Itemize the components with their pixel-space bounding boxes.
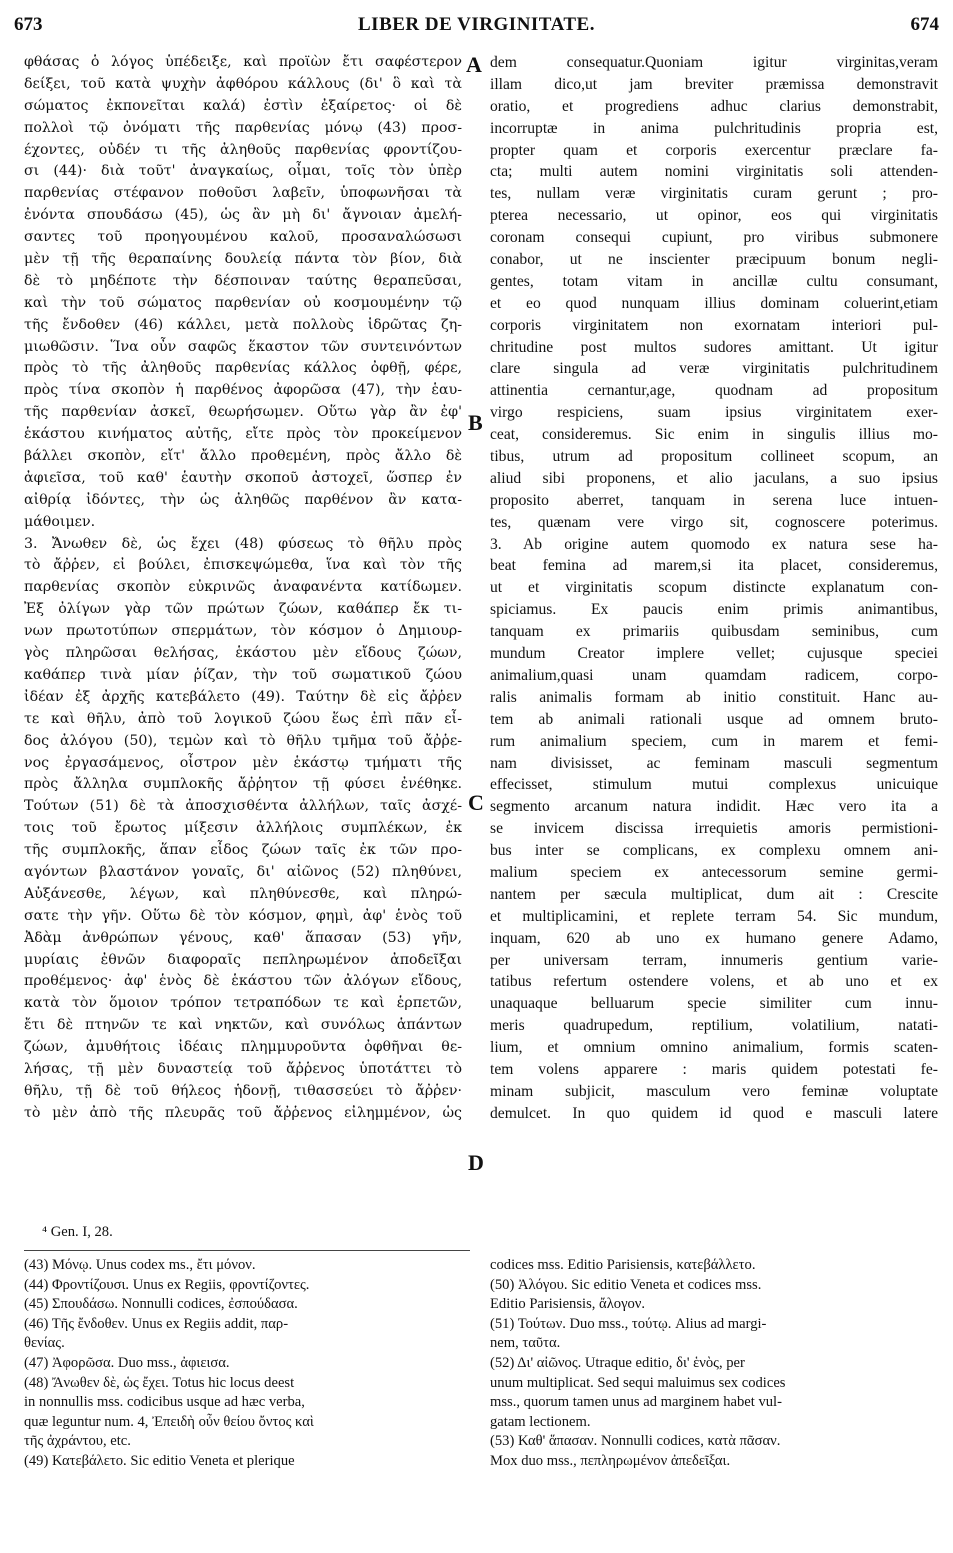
greek-text-line: Ἀδὰμ ἀνθρώπων γένους, καθ' ἅπασαν (53) γῆν, (24, 929, 462, 946)
latin-text-line: oratio, et progrediens adhuc clarius demonstrabit, (490, 97, 938, 115)
latin-text-line: rum animalium speciem, cum in marem et femi- (490, 732, 938, 750)
greek-text-line: τῆς ἔνδοθεν (46) κάλλει, μετὰ πολλοὺς ἱδρῶτας ζη- (24, 316, 462, 333)
greek-text-column (24, 52, 462, 1125)
greek-text-line: πρὸς τίνα σκοπὸν ἡ παρθένος ἀφορῶσα (47), τὴν ἑαυ- (24, 382, 462, 399)
latin-text-line: se invicem discissa irrequietis amoris permistioni- (490, 820, 938, 838)
latin-text-line: tes, quænam vere virgo sit, cognoscere poterimus. (490, 513, 938, 531)
margin-marker-c: C (468, 790, 484, 815)
latin-text-line: cta; multi autem nomini virginitatis soli attenden- (490, 163, 938, 181)
footnote-line: (53) Καθ' ἅπασαν. Nonnulli codices, κατὰ πᾶσαν. (490, 1433, 781, 1450)
latin-text-line: chritudine post multos sudores amittant. Ut igitur (490, 338, 938, 356)
greek-text-line: μὲν τῇ τῆς θεραπαίνης δουλείᾳ πάντα τὸν βίον, διὰ (24, 251, 462, 268)
latin-text-line: ut et virginitatis scopum distincte explanatum con- (490, 579, 938, 597)
greek-text-line: αἰθρίᾳ ἰδόντες, τὴν ὡς ἀληθῶς παρθένον ἂν κατα- (24, 491, 462, 508)
latin-text-line: tanquam ex primariis quibusdam seminibus, cum (490, 623, 938, 641)
greek-text-line: καὶ τὴν τοῦ σώματος παρθενίαν οὐ κοσμουμένην τῷ (24, 294, 462, 311)
footnote-line: (46) Τῆς ἔνδοθεν. Unus ex Regiis addit, παρ- (24, 1315, 289, 1332)
greek-text-line: νος ἐργασάμενος, οἶστρον μὲν ἑκάστῳ τμήματι τῆς (24, 754, 462, 771)
latin-text-line: effecisset, stimulum mutui complexus unicuique (490, 776, 938, 794)
footnote-line: (48) Ἄνωθεν δὲ, ὡς ἔχει. Totus hic locus deest (24, 1374, 295, 1391)
greek-text-line: ἐνόντα σπουδάσω (45), ὡς ἂν μὴ δι' ἄγνοιαν ἀμελή- (24, 207, 462, 224)
footnote-line: unum multiplicat. Sed sequi maluimus sex codices (490, 1374, 786, 1391)
greek-text-line: τε καὶ θῆλυ, ἀπὸ τοῦ λογικοῦ ζώου ἕως ἐπὶ πᾶν εἶ- (24, 710, 462, 727)
greek-text-line: σαντες τοῦ προηγουμένου καλοῦ, προσαναλώσωσι (24, 229, 462, 246)
latin-text-line: 3. Ab origine autem quomodo ex natura sese ha- (490, 535, 938, 553)
latin-text-line: ceat, consideremus. Sic enim in singulis illius mo- (490, 426, 938, 444)
latin-text-line: meris quadrupedum, reptilium, volatilium, natati- (490, 1017, 938, 1035)
latin-text-line: ralis animalis formam ab initio constituit. Hanc au- (490, 688, 938, 706)
page-number-left: 673 (14, 14, 43, 35)
greek-text-line: Αὐξάνεσθε, λέγων, καὶ πληθύνεσθε, καὶ πληρώ- (24, 885, 462, 902)
footnote-line: (50) Ἀλόγου. Sic editio Veneta et codices mss. (490, 1276, 762, 1293)
greek-text-line: γὸς πληρῶσαι θελήσας, ἑκάστου μὲν εἴδους ζώων, (24, 645, 462, 662)
latin-text-line: segmento arcanum natura indidit. Hæc vero ita a (490, 798, 938, 816)
greek-text-line: καθάπερ τινὰ μίαν ῥίζαν, τὴν τοῦ σωματικοῦ ζώου (24, 666, 462, 683)
greek-text-line: έχοντες, οὐδέν τι τῆς ἀληθοῦς παρθενίας φροντίζου- (24, 141, 462, 158)
latin-text-line: coronam consequi cupiunt, pro viribus submonere (490, 229, 938, 247)
greek-text-line: νων πρωτοτύπων σπερμάτων, τὸν κόσμον ὁ Δημιουρ- (24, 623, 462, 640)
footnote-line: (43) Μόνῳ. Unus codex ms., ἔτι μόνον. (24, 1257, 256, 1273)
greek-text-line: σώματος ἐκπονεῖται καλά) ἐστὶν ἐξαίρετος· οἱ δὲ (24, 97, 462, 114)
greek-text-line: ἀφιεῖσα, τοῦ καθ' ἑαυτὴν σκοποῦ ἀστοχεῖ, ὥσπερ ἐν (24, 469, 462, 486)
latin-text-line: aliud sibi proponens, et alio jaculans, a suo ipsius (490, 469, 938, 487)
margin-marker-a: A (466, 52, 482, 77)
greek-text-line: ἔτι δὲ πτηνῶν τε καὶ νηκτῶν, καὶ συνόλως ἁπάντων (24, 1017, 462, 1034)
footnotes-left (24, 1256, 470, 1472)
greek-text-line: προθέμενος· ἀφ' ἑνὸς δὲ ἑκάστου τῶν ἀλόγων εἴδους, (24, 973, 462, 990)
latin-text-line: nam divisisset, ac feminam masculi segmentum (490, 754, 938, 772)
footnote-line: θενίας. (24, 1335, 65, 1352)
latin-text-line: clare singula ad veræ virginitatis pulchritudinem (490, 360, 938, 378)
latin-text-line: beat femina ad marem,si ita placet, consideremus, (490, 557, 938, 575)
footnote-line: (47) Ἀφορῶσα. Duo mss., ἀφιεισα. (24, 1354, 230, 1371)
footnote-line: mss., quorum tamen unus ad marginem habet vul- (490, 1394, 782, 1411)
running-title: LIBER DE VIRGINITATE. (358, 14, 595, 35)
greek-text-line: παρθενίας στέφανον ποθοῦσι λαβεῖν, ὑποφωνῆσαι τὰ (24, 185, 462, 202)
footnote-line: (49) Κατεβάλετο. Sic editio Veneta et plerique (24, 1452, 295, 1469)
greek-text-line: πρὸς ἄλληλα συμπλοκῆς ἄῤῥητον τῇ φύσει ἐνέθηκε. (24, 776, 462, 793)
greek-text-line: δὲ τὸ μηδέποτε τὴν δέσποιναν ταύτης θεραπεῦσαι, (24, 272, 462, 289)
latin-text-line: demulcet. In quo quidem id quod e masculi latere (490, 1104, 938, 1122)
latin-text-line: inquam, 620 ab uno ex humano genere Adamo, (490, 929, 938, 947)
footnote-divider (24, 1250, 470, 1251)
greek-text-line: μιωθῶσιν. Ἵνα οὖν σαφῶς ἕκαστον τῶν συντεινόντων (24, 338, 462, 355)
latin-text-line: lium, et omnium omnino animalium, formis scaten- (490, 1039, 938, 1057)
latin-text-line: tem ab animali rationali usque ad omnem bruto- (490, 710, 938, 728)
latin-text-line: bus inter se complicans, ex complexu omnem ani- (490, 842, 938, 860)
latin-text-line: unaquaque belluarum specie similiter cum innu- (490, 995, 938, 1013)
footnote-line: in nonnullis mss. codicibus usque ad hæc verba, (24, 1394, 305, 1411)
latin-text-line: tem volens apparere : maris quidem potestati fe- (490, 1060, 938, 1078)
margin-marker-b: B (468, 410, 483, 435)
latin-text-line: per universam terram, innumeris gentium varie- (490, 951, 938, 969)
latin-text-line: dem consequatur.Quoniam igitur virginitas,veram (490, 54, 938, 71)
footnote-line: codices mss. Editio Parisiensis, κατεβάλλετο. (490, 1257, 756, 1273)
footnote-line: τῆς ἀχράντου, etc. (24, 1433, 131, 1450)
greek-text-line: τὸ ἄῤῥεν, εἰ βούλει, ἐπισκεψώμεθα, ἵνα καὶ τὸν τῆς (24, 557, 462, 574)
greek-text-line: κατὰ τὸν ὅμοιον τρόπον τετραπόδων τε καὶ ἑρπετῶν, (24, 995, 462, 1012)
latin-text-column (490, 52, 938, 1125)
greek-text-line: ἑκάστου κινήματος αὐτῆς, εἴτε πρὸς τὸν προκείμενον (24, 426, 462, 443)
footnote-line: (45) Σπουδάσω. Nonnulli codices, ἐσπούδασα. (24, 1296, 298, 1313)
latin-text-line: corporis virginitatem non exornatam interiori pul- (490, 316, 938, 334)
footnote-line: Editio Parisiensis, ἄλογον. (490, 1296, 646, 1313)
greek-text-line: δείξει, τοῦ κατὰ ψυχὴν ἀφθόρου κάλλους (δι' ὃ καὶ τὰ (24, 75, 462, 92)
greek-text-line: βάλλει σκοπὸν, εἴτ' ἄλλο προθεμένη, πρὸς ἄλλο δὲ (24, 448, 462, 465)
greek-text-line: τοις τοῦ ἔρωτος μίξεσιν ἀλλήλοις συμπλέκων, ἐκ (24, 820, 462, 837)
greek-text-line: πολλοὶ τῷ ὀνόματι τῆς παρθενίας μόνῳ (43) προσ- (24, 119, 462, 136)
latin-text-line: et eo quod nunquam illius dominam coluerint,etiam (490, 294, 938, 312)
greek-text-line: Τούτων (51) δὲ τὰ ἀποσχισθέντα ἀλλήλων, ταῖς ἀσχέ- (24, 798, 462, 815)
greek-text-line: δος ἀλόγου (50), τεμὼν καὶ τὸ θῆλυ τμῆμα τοῦ ἄῤῥε- (24, 732, 462, 749)
greek-text-line: ἰδέαν ἐξ ἀρχῆς κατεβάλετο (49). Ταύτην δὲ εἰς ἄῤῥεν (24, 688, 462, 705)
latin-text-line: animalium,quasi unam quamdam radicem, corpo- (490, 666, 938, 684)
footnote-line: quæ leguntur num. 4, Ἐπειδὴ οὖν θείου ὄντος καὶ (24, 1413, 314, 1430)
greek-text-line: 3. Ἄνωθεν δὲ, ὡς ἔχει (48) φύσεως τὸ θῆλυ πρὸς (24, 535, 462, 552)
greek-text-line: τῆς παρθενίαν ἀσκεῖ, θεωρήσωμεν. Οὕτω γὰρ ἂν ἐφ' (24, 404, 462, 421)
greek-text-line: σατε τὴν γῆν. Οὕτω δὲ τὸν κόσμον, φημὶ, ἀφ' ἑνὸς τοῦ (24, 907, 462, 924)
footnote-line: (51) Τούτων. Duo mss., τούτῳ. Alius ad margi- (490, 1315, 767, 1332)
greek-text-line: τὸ μὲν ἀπὸ τῆς πλευρᾶς τοῦ ἄῤῥενος εἰλημμένον, ὡς (24, 1104, 462, 1121)
greek-text-line: τῆς συμπλοκῆς, ἅπαν εἶδος ζώων ταῖς ἐκ τῶν προ- (24, 842, 462, 859)
latin-text-line: proposito aberret, tanquam in serena luce intuen- (490, 491, 938, 509)
latin-text-line: tatibus refertum ostendere volens, et ab uno et ex (490, 973, 938, 991)
greek-text-line: φθάσας ὁ λόγος ὑπέδειξε, καὶ προϊὼν ἔτι σαφέστερον (24, 54, 462, 70)
latin-text-line: incorruptæ in anima pulchritudinis propria est, (490, 119, 938, 137)
footnote-line: (44) Φροντίζουσι. Unus ex Regiis, φροντίζοντες. (24, 1276, 310, 1293)
latin-text-line: gentes, totam vitam in ancillæ cultu consumant, (490, 272, 938, 290)
footnotes-right (490, 1256, 938, 1472)
latin-text-line: virgo respiciens, suam ipsius virginitatem exer- (490, 404, 938, 422)
scripture-reference: ⁴ Gen. I, 28. (42, 1224, 113, 1240)
greek-text-line: Ἐξ ὀλίγων γὰρ τῶν πρώτων ζώων, καθάπερ ἔκ τι- (24, 601, 462, 618)
page-number-right: 674 (910, 14, 939, 35)
latin-text-line: tes, nullam veræ virginitatis curam gerunt ; pro- (490, 185, 938, 203)
latin-text-line: et multiplicamini, et replete terram 54. Sic mundum, (490, 907, 938, 925)
latin-text-line: minam subjicit, masculum vero feminæ voluptate (490, 1082, 938, 1100)
greek-text-line: μυρίαις ἐθνῶν διαφοραῖς πεπληρωμένον ἀποδεῖξαι (24, 951, 462, 968)
latin-text-line: tibus, utrum ad propositum collineet scopum, an (490, 448, 938, 466)
footnote-line: (52) Δι' αἰῶνος. Utraque editio, δι' ἑνὸς, per (490, 1354, 745, 1371)
latin-text-line: attinentia cernantur,age, quodnam ad propositum (490, 382, 938, 400)
latin-text-line: malium speciem ex antecessorum semine germi- (490, 863, 938, 881)
latin-text-line: spiciamus. Ex paucis enim primis animantibus, (490, 601, 938, 619)
page-header (14, 14, 939, 42)
greek-text-line: σι (44)· διὰ τοῦτ' ἀναγκαίως, οἶμαι, τοῖς τὸν ὑπὲρ (24, 163, 462, 180)
greek-text-line: λήσας, τῇ μὲν δυναστείᾳ τοῦ ἄῤῥενος ὑποτάττει τὸ (24, 1060, 462, 1077)
greek-text-line: αγόντων βλαστάνον γοναῖς, δι' αἰῶνος (52) πληθύνει, (24, 863, 462, 880)
latin-text-line: propter quam et corporis exercentur præclare fa- (490, 141, 938, 159)
latin-text-line: pterea necessario, ut opinor, eos qui virginitatis (490, 207, 938, 225)
greek-text-line: πρὸς τὸ τῆς ἀληθοῦς παρθενίας κάλλος ὀφθῇ, φέρε, (24, 360, 462, 377)
latin-text-line: nantem per sæcula multiplicat, dum ait : Crescite (490, 885, 938, 903)
footnote-line: nem, ταῦτα. (490, 1335, 561, 1352)
greek-text-line: θῆλυ, τῇ δὲ τοῦ θήλεος ἡδονῇ, τιθασσεύει τὸ ἄῤῥεν· (24, 1082, 462, 1099)
latin-text-line: illam dico,ut jam breviter præmissa demonstravit (490, 75, 938, 93)
footnote-line: gatam lectionem. (490, 1413, 591, 1430)
latin-text-line: mundum Creator implere vellet; cujusque speciei (490, 645, 938, 663)
latin-text-line: conabor, ut ne inscienter præcipuum bonum negli- (490, 251, 938, 269)
margin-marker-d: D (468, 1150, 484, 1175)
greek-text-line: μάθοιμεν. (24, 513, 96, 530)
greek-text-line: παρθενίας σκοπὸν εὐκρινῶς ἀναφανέντα κατίδωμεν. (24, 579, 462, 596)
greek-text-line: ζώων, ἀμυθήτοις ἰδέαις πλημμυροῦντα ὀφθῆναι θε- (24, 1039, 462, 1056)
footnote-line: Mox duo mss., πεπληρωμένον ἀπεδεῖξαι. (490, 1452, 731, 1469)
